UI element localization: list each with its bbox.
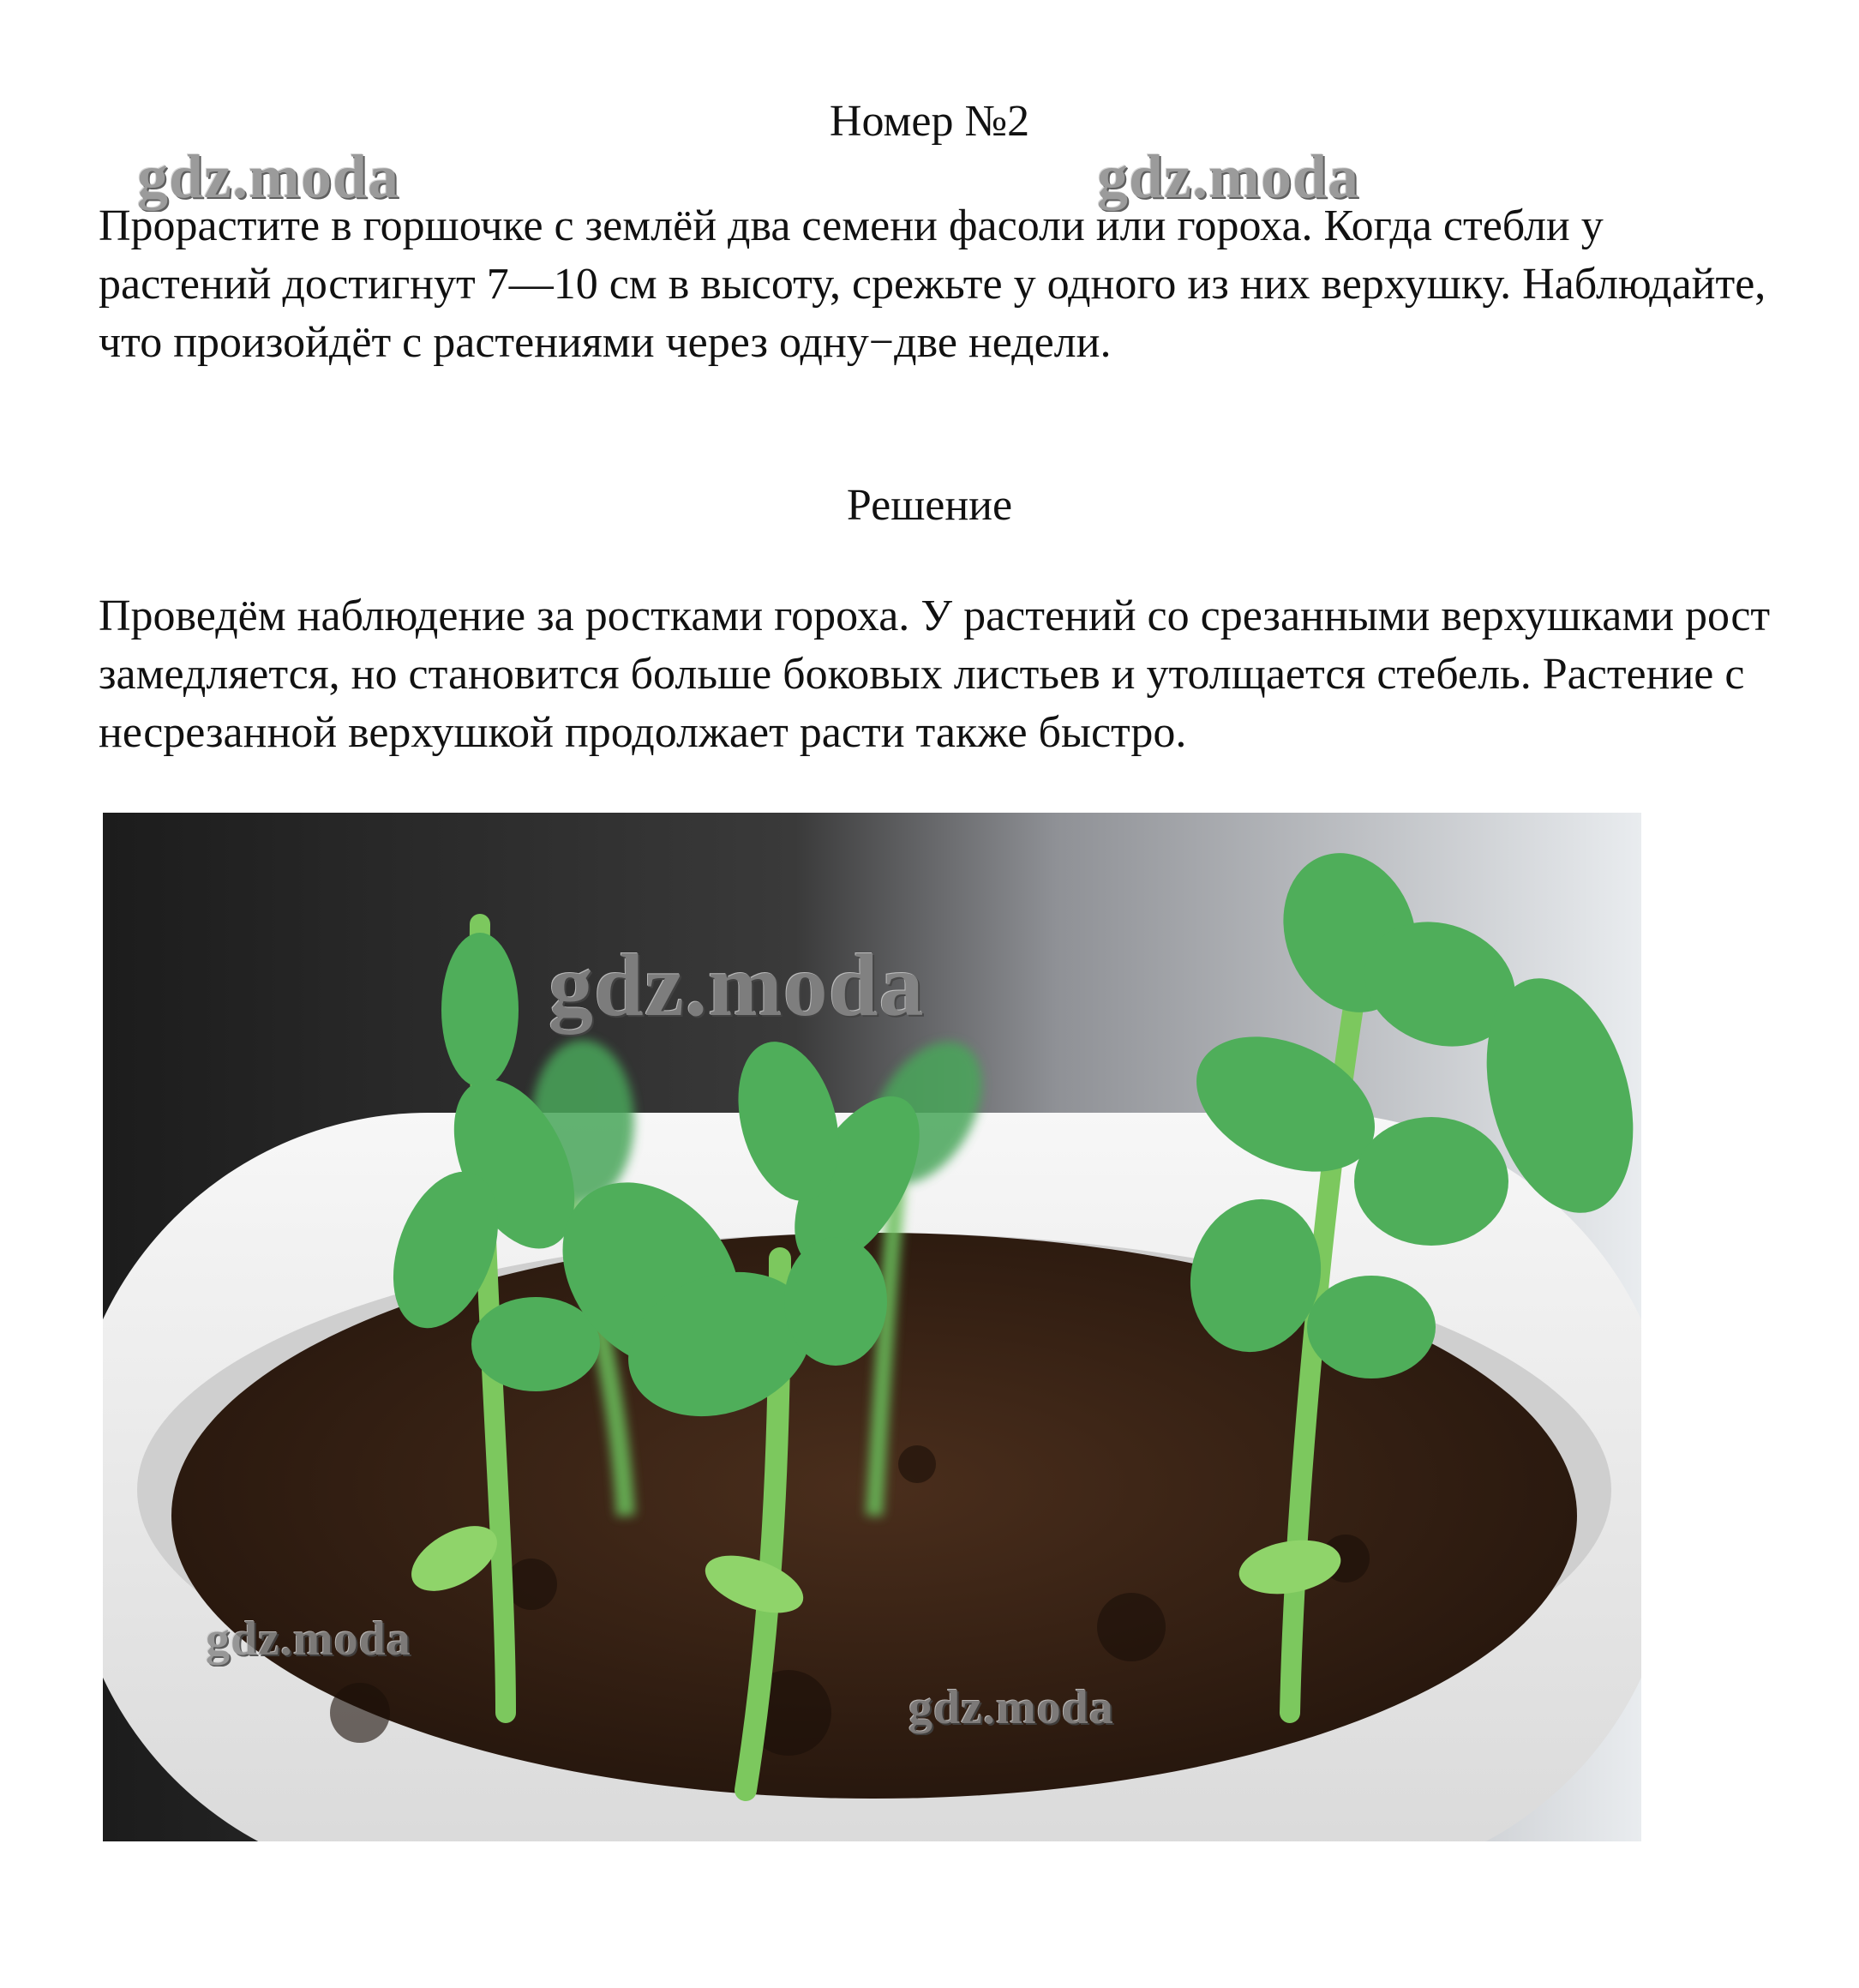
watermark: gdz.moda bbox=[137, 142, 400, 211]
watermark: gdz.moda bbox=[206, 1613, 411, 1666]
pea-sprouts-photo bbox=[103, 813, 1641, 1841]
solution-heading: Решение bbox=[846, 481, 1013, 530]
watermark: gdz.moda bbox=[1097, 142, 1360, 211]
page-title: Номер №2 bbox=[829, 97, 1030, 146]
task-text: Прорастите в горшочке с землёй два семени фасоли или гороха. Когда стебли у растений достигнут 7—10 см в высоту, срежьте у одного из них верхушку. Наблюдайте, что произойдёт с растениями через одну−две недели. bbox=[99, 201, 1766, 367]
watermark: gdz.moda bbox=[549, 936, 925, 1035]
watermark: gdz.moda bbox=[909, 1681, 1114, 1734]
solution-text: Проведём наблюдение за ростками гороха. У растений со срезанными верхушками рост замедляется, но становится больше боковых листьев и утолщается стебель. Растение с несрезанной верхушкой продолжает расти также быстро. bbox=[99, 592, 1771, 757]
